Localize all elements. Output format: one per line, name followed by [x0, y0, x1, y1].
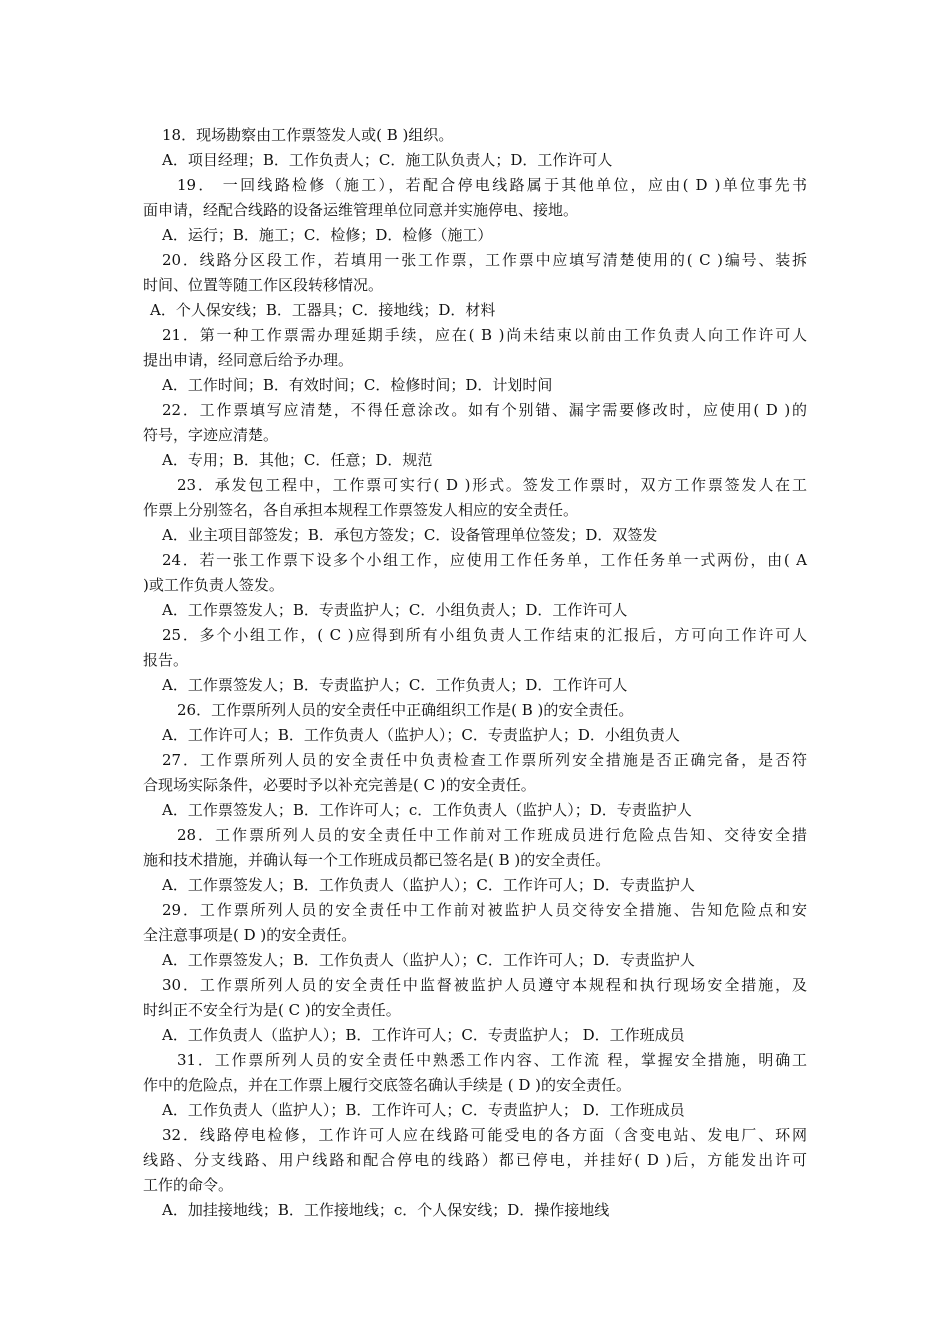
- question-23-line-2: 作票上分别签名，各自承担本规程工作票签发人相应的安全责任。: [143, 501, 579, 519]
- question-28-options: A．工作票签发人；B．工作负责人（监护人）；C．工作许可人；D．专责监护人: [162, 876, 695, 894]
- question-21-options: A．工作时间；B．有效时间；C．检修时间；D．计划时间: [162, 376, 553, 394]
- question-29-options: A．工作票签发人；B．工作负责人（监护人）；C．工作许可人；D．专责监护人: [162, 951, 695, 969]
- question-32-options: A．加挂接地线；B．工作接地线；c．个人保安线；D．操作接地线: [162, 1201, 610, 1219]
- question-27-line-2: 合现场实际条件，必要时予以补充完善是( C )的安全责任。: [143, 776, 536, 794]
- question-30-line-2: 时纠正不安全行为是( C )的安全责任。: [143, 1001, 401, 1019]
- question-25-line-1: 25．多个小组工作，( C )应得到所有小组负责人工作结束的汇报后，方可向工作许可人: [162, 626, 807, 644]
- question-28-line-1: 28．工作票所列人员的安全责任中工作前对工作班成员进行危险点告知、交待安全措: [177, 826, 807, 844]
- question-19-line-2: 面申请，经配合线路的设备运维管理单位同意并实施停电、接地。: [143, 201, 579, 219]
- question-18-options: A．项目经理；B．工作负责人；C．施工队负责人；D．工作许可人: [162, 151, 613, 169]
- question-26-line-1: 26．工作票所列人员的安全责任中正确组织工作是( B )的安全责任。: [177, 701, 634, 719]
- question-31-line-2: 作中的危险点，并在工作票上履行交底签名确认手续是 ( D )的安全责任。: [143, 1076, 632, 1094]
- question-18-line-1: 18．现场勘察由工作票签发人或( B )组织。: [162, 126, 454, 144]
- question-27-line-1: 27．工作票所列人员的安全责任中负责检查工作票所列安全措施是否正确完备，是否符: [162, 751, 807, 769]
- question-30-options: A．工作负责人（监护人）；B．工作许可人；C．专责监护人； D．工作班成员: [162, 1026, 685, 1044]
- question-26-options: A．工作许可人；B．工作负责人（监护人）；C．专责监护人；D．小组负责人: [162, 726, 680, 744]
- question-21-line-2: 提出申请，经同意后给予办理。: [143, 351, 354, 369]
- question-20-options: A．个人保安线；B．工器具；C．接地线；D．材料: [150, 301, 496, 319]
- question-23-line-1: 23．承发包工程中，工作票可实行( D )形式。签发工作票时，双方工作票签发人在工: [177, 476, 807, 494]
- question-32-line-1: 32．线路停电检修，工作许可人应在线路可能受电的各方面（含变电站、发电厂、环网: [162, 1126, 807, 1144]
- question-20-line-2: 时间、位置等随工作区段转移情况。: [143, 276, 384, 294]
- question-24-line-2: )或工作负责人签发。: [143, 576, 284, 594]
- question-21-line-1: 21．第一种工作票需办理延期手续，应在( B )尚未结束以前由工作负责人向工作许可人: [162, 326, 807, 344]
- question-31-line-1: 31．工作票所列人员的安全责任中熟悉工作内容、工作流 程，掌握安全措施，明确工: [177, 1051, 807, 1069]
- question-31-options: A．工作负责人（监护人）；B．工作许可人；C．专责监护人； D．工作班成员: [162, 1101, 685, 1119]
- question-25-line-2: 报告。: [143, 651, 189, 669]
- question-23-options: A．业主项目部签发；B．承包方签发；C．设备管理单位签发；D．双签发: [162, 526, 658, 544]
- question-24-line-1: 24．若一张工作票下设多个小组工作，应使用工作任务单，工作任务单一式两份，由( A: [162, 551, 807, 569]
- question-22-line-1: 22．工作票填写应清楚，不得任意涂改。如有个别错、漏字需要修改时，应使用( D )的: [162, 401, 807, 419]
- question-32-line-2: 线路、分支线路、用户线路和配合停电的线路）都已停电，并挂好( D )后，方能发出许可: [143, 1151, 807, 1169]
- question-29-line-1: 29．工作票所列人员的安全责任中工作前对被监护人员交待安全措施、告知危险点和安: [162, 901, 807, 919]
- question-29-line-2: 全注意事项是( D )的安全责任。: [143, 926, 357, 944]
- question-22-options: A．专用；B．其他；C．任意；D．规范: [162, 451, 433, 469]
- question-24-options: A．工作票签发人；B．专责监护人；C．小组负责人；D．工作许可人: [162, 601, 628, 619]
- question-28-line-2: 施和技术措施，并确认每一个工作班成员都已签名是( B )的安全责任。: [143, 851, 611, 869]
- question-32-line-3: 工作的命令。: [143, 1176, 234, 1194]
- question-20-line-1: 20．线路分区段工作，若填用一张工作票，工作票中应填写清楚使用的( C )编号、装拆: [162, 251, 807, 269]
- question-22-line-2: 符号，字迹应清楚。: [143, 426, 279, 444]
- question-25-options: A．工作票签发人；B．专责监护人；C．工作负责人；D．工作许可人: [162, 676, 628, 694]
- question-30-line-1: 30．工作票所列人员的安全责任中监督被监护人员遵守本规程和执行现场安全措施，及: [162, 976, 807, 994]
- question-19-options: A．运行；B．施工；C．检修；D．检修（施工）: [162, 226, 493, 244]
- question-27-options: A．工作票签发人；B．工作许可人；c．工作负责人（监护人）；D．专责监护人: [162, 801, 692, 819]
- question-19-line-1: 19． 一回线路检修（施工），若配合停电线路属于其他单位，应由( D )单位事先书: [177, 176, 807, 194]
